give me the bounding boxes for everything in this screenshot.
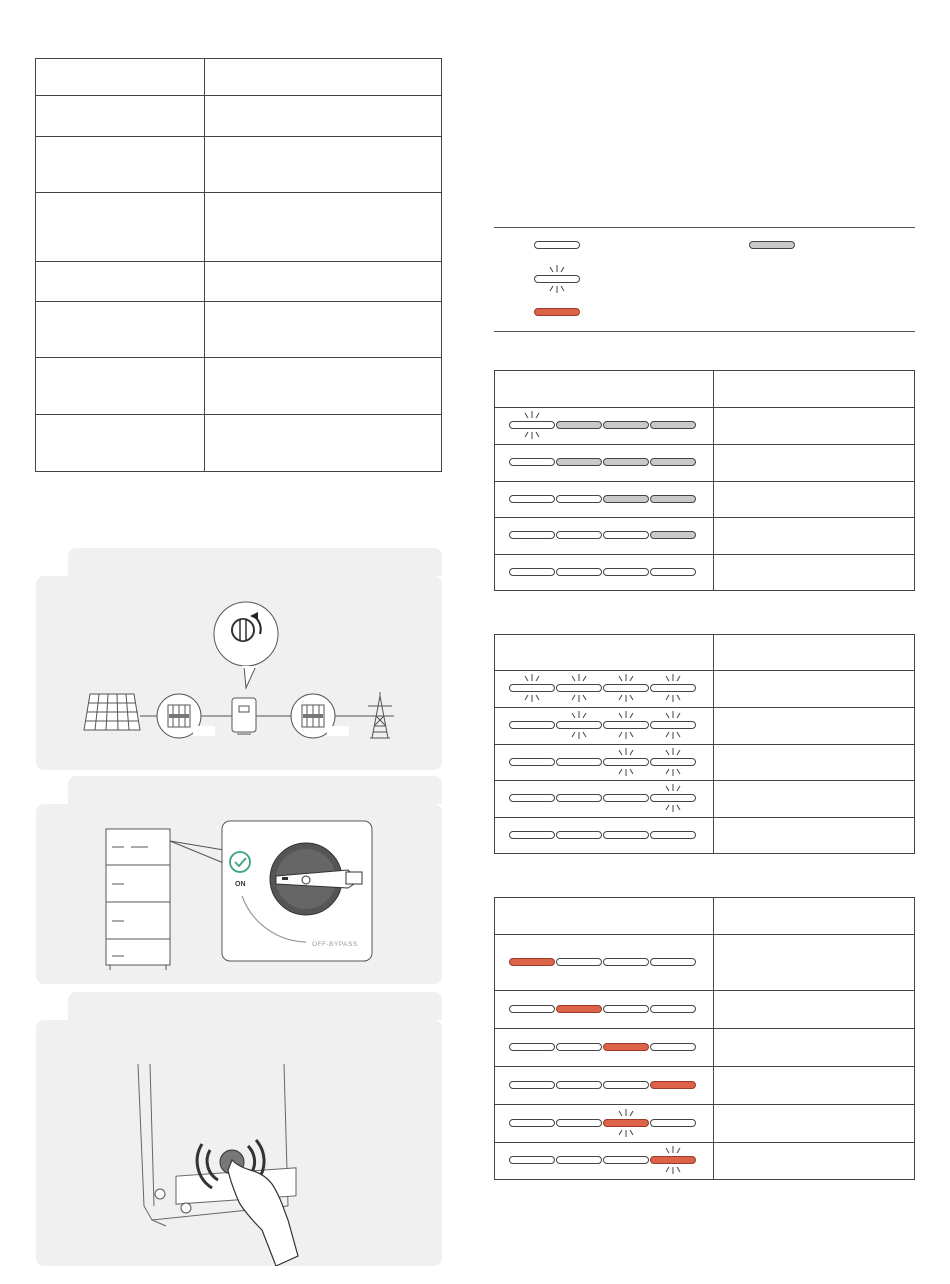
- led-table-2: [494, 634, 915, 854]
- table-cell: [714, 745, 915, 781]
- led-segment: [603, 1081, 649, 1089]
- led-bar: [509, 794, 699, 804]
- table-cell: [205, 193, 442, 262]
- led-segment: [650, 1005, 696, 1013]
- led-bar-cell: [495, 671, 714, 708]
- blink-rays-icon: [534, 264, 580, 294]
- table-row: [495, 482, 915, 518]
- power-grid-pylon-icon: [366, 692, 394, 738]
- table-cell: [36, 415, 205, 472]
- led-bar: [509, 495, 699, 505]
- table-cell: [205, 302, 442, 358]
- off-bypass-label: OFF-BYPASS: [312, 941, 358, 948]
- led-bar: [509, 831, 699, 841]
- table-row: [495, 935, 915, 991]
- led-segment: [603, 794, 649, 802]
- table-cell: [714, 1029, 915, 1067]
- table-cell: [714, 818, 915, 854]
- led-segment: [650, 1119, 696, 1127]
- led-segment: [650, 958, 696, 966]
- led-bar: [509, 1005, 699, 1015]
- led-bar-cell: [495, 781, 714, 818]
- led-segment: [509, 831, 555, 839]
- table-cell: [36, 96, 205, 137]
- led-bar: [509, 684, 699, 694]
- table-row: [495, 708, 915, 745]
- led-bar-cell: [495, 482, 714, 518]
- table-cell: [714, 781, 915, 818]
- check-icon: [230, 852, 250, 872]
- left-spec-table: [35, 58, 442, 472]
- led-segment: [650, 458, 696, 466]
- led-segment: [509, 495, 555, 503]
- led-segment: [509, 1119, 555, 1127]
- led-table-3: [494, 897, 915, 1180]
- table-cell: [714, 518, 915, 555]
- screw-icon: [181, 1203, 191, 1213]
- system-wiring-panel: [36, 576, 442, 770]
- led-segment: [556, 1043, 602, 1051]
- led-segment: [650, 531, 696, 539]
- led-segment: [556, 421, 602, 429]
- led-segment: [556, 1081, 602, 1089]
- table-cell: [495, 371, 714, 408]
- table-cell: [205, 262, 442, 302]
- led-table-1: [494, 370, 915, 591]
- led-segment: [650, 1043, 696, 1051]
- led-segment: [603, 958, 649, 966]
- led-segment: [556, 458, 602, 466]
- on-label: ON: [235, 881, 246, 888]
- led-segment: [556, 1119, 602, 1127]
- battery-button-diagram: [36, 1020, 442, 1266]
- table-cell: [714, 1105, 915, 1143]
- led-bar: [509, 568, 699, 578]
- led-segment: [603, 421, 649, 429]
- battery-switch-panel: [36, 804, 442, 984]
- led-segment: [603, 831, 649, 839]
- led-segment: [603, 458, 649, 466]
- led-bar-cell: [495, 1143, 714, 1180]
- led-segment: [556, 495, 602, 503]
- table-row: [495, 408, 915, 445]
- led-bar-cell: [495, 745, 714, 781]
- led-segment: [603, 1005, 649, 1013]
- led-bar: [509, 1156, 699, 1166]
- table-cell: [36, 302, 205, 358]
- legend-rule-top: [494, 227, 915, 228]
- table-row: [36, 262, 442, 302]
- led-segment: [556, 1156, 602, 1164]
- battery-switch-diagram: [36, 804, 442, 984]
- led-segment: [509, 458, 555, 466]
- led-bar: [509, 458, 699, 468]
- panel-tab: [68, 992, 442, 1020]
- table-header-row: [495, 898, 915, 935]
- table-cell: [495, 635, 714, 671]
- led-bar-cell: [495, 1067, 714, 1105]
- table-row: [495, 818, 915, 854]
- led-bar: [509, 1043, 699, 1053]
- table-row: [36, 96, 442, 137]
- led-segment: [556, 1005, 602, 1013]
- led-bar-cell: [495, 445, 714, 482]
- table-cell: [714, 1143, 915, 1180]
- table-cell: [714, 898, 915, 935]
- led-segment: [650, 568, 696, 576]
- system-wiring-diagram: [36, 576, 442, 770]
- table-cell: [714, 482, 915, 518]
- legend-led-fault: [534, 308, 580, 316]
- table-cell: [36, 358, 205, 415]
- table-cell: [205, 137, 442, 193]
- led-segment: [556, 531, 602, 539]
- table-row: [495, 745, 915, 781]
- table-cell: [714, 555, 915, 591]
- table-row: [495, 781, 915, 818]
- table-cell: [36, 262, 205, 302]
- table-cell: [36, 137, 205, 193]
- led-segment: [556, 831, 602, 839]
- table-header-row: [495, 635, 915, 671]
- led-bar: [509, 1081, 699, 1091]
- table-cell: [714, 635, 915, 671]
- led-bar: [509, 421, 699, 431]
- led-segment: [556, 958, 602, 966]
- table-row: [36, 415, 442, 472]
- screw-icon: [155, 1189, 165, 1199]
- led-bar: [509, 721, 699, 731]
- led-segment: [509, 1156, 555, 1164]
- led-bar-cell: [495, 991, 714, 1029]
- table-cell: [205, 358, 442, 415]
- table-row: [36, 137, 442, 193]
- led-segment: [509, 794, 555, 802]
- table-row: [495, 1105, 915, 1143]
- table-row: [36, 358, 442, 415]
- table-cell: [36, 193, 205, 262]
- led-segment: [509, 568, 555, 576]
- led-segment: [509, 531, 555, 539]
- table-cell: [714, 935, 915, 991]
- led-bar-cell: [495, 818, 714, 854]
- led-segment: [603, 1043, 649, 1051]
- led-segment: [650, 1081, 696, 1089]
- table-cell: [714, 408, 915, 445]
- switch-callout: [214, 602, 278, 688]
- table-row: [495, 991, 915, 1029]
- table-cell: [714, 708, 915, 745]
- led-bar-cell: [495, 555, 714, 591]
- legend-rule-bottom: [494, 331, 915, 332]
- led-bar: [509, 1119, 699, 1129]
- solar-panel-icon: [84, 694, 140, 730]
- table-cell: [714, 671, 915, 708]
- table-row: [36, 59, 442, 96]
- table-cell: [714, 1067, 915, 1105]
- led-bar: [509, 531, 699, 541]
- table-row: [36, 302, 442, 358]
- led-bar-cell: [495, 518, 714, 555]
- table-row: [495, 555, 915, 591]
- table-cell: [495, 898, 714, 935]
- led-bar-cell: [495, 708, 714, 745]
- led-segment: [556, 794, 602, 802]
- panel-tab: [68, 776, 442, 804]
- led-segment: [556, 758, 602, 766]
- table-row: [495, 1067, 915, 1105]
- led-segment: [603, 1156, 649, 1164]
- table-row: [36, 193, 442, 262]
- led-segment: [650, 421, 696, 429]
- table-cell: [714, 371, 915, 408]
- panel-tab: [68, 548, 442, 576]
- table-cell: [36, 59, 205, 96]
- led-segment: [509, 758, 555, 766]
- table-row: [495, 518, 915, 555]
- led-segment: [556, 568, 602, 576]
- table-row: [495, 671, 915, 708]
- led-bar-cell: [495, 1105, 714, 1143]
- table-row: [495, 1143, 915, 1180]
- table-cell: [205, 96, 442, 137]
- table-cell: [714, 445, 915, 482]
- led-bar-cell: [495, 935, 714, 991]
- table-row: [495, 1029, 915, 1067]
- led-segment: [650, 831, 696, 839]
- table-cell: [714, 991, 915, 1029]
- inverter-icon: [232, 698, 256, 734]
- led-bar: [509, 758, 699, 768]
- led-segment: [509, 721, 555, 729]
- table-cell: [205, 415, 442, 472]
- table-header-row: [495, 371, 915, 408]
- led-segment: [650, 495, 696, 503]
- led-segment: [509, 1043, 555, 1051]
- led-bar-cell: [495, 1029, 714, 1067]
- led-segment: [603, 495, 649, 503]
- table-cell: [205, 59, 442, 96]
- battery-stack-icon: [106, 829, 170, 970]
- legend-led-on: [749, 241, 795, 249]
- led-bar-cell: [495, 408, 714, 445]
- table-row: [495, 445, 915, 482]
- led-segment: [603, 531, 649, 539]
- led-segment: [509, 958, 555, 966]
- battery-button-panel: [36, 1020, 442, 1266]
- led-segment: [509, 1081, 555, 1089]
- led-segment: [509, 1005, 555, 1013]
- led-segment: [603, 568, 649, 576]
- led-bar: [509, 958, 699, 968]
- legend-led-off: [534, 241, 580, 249]
